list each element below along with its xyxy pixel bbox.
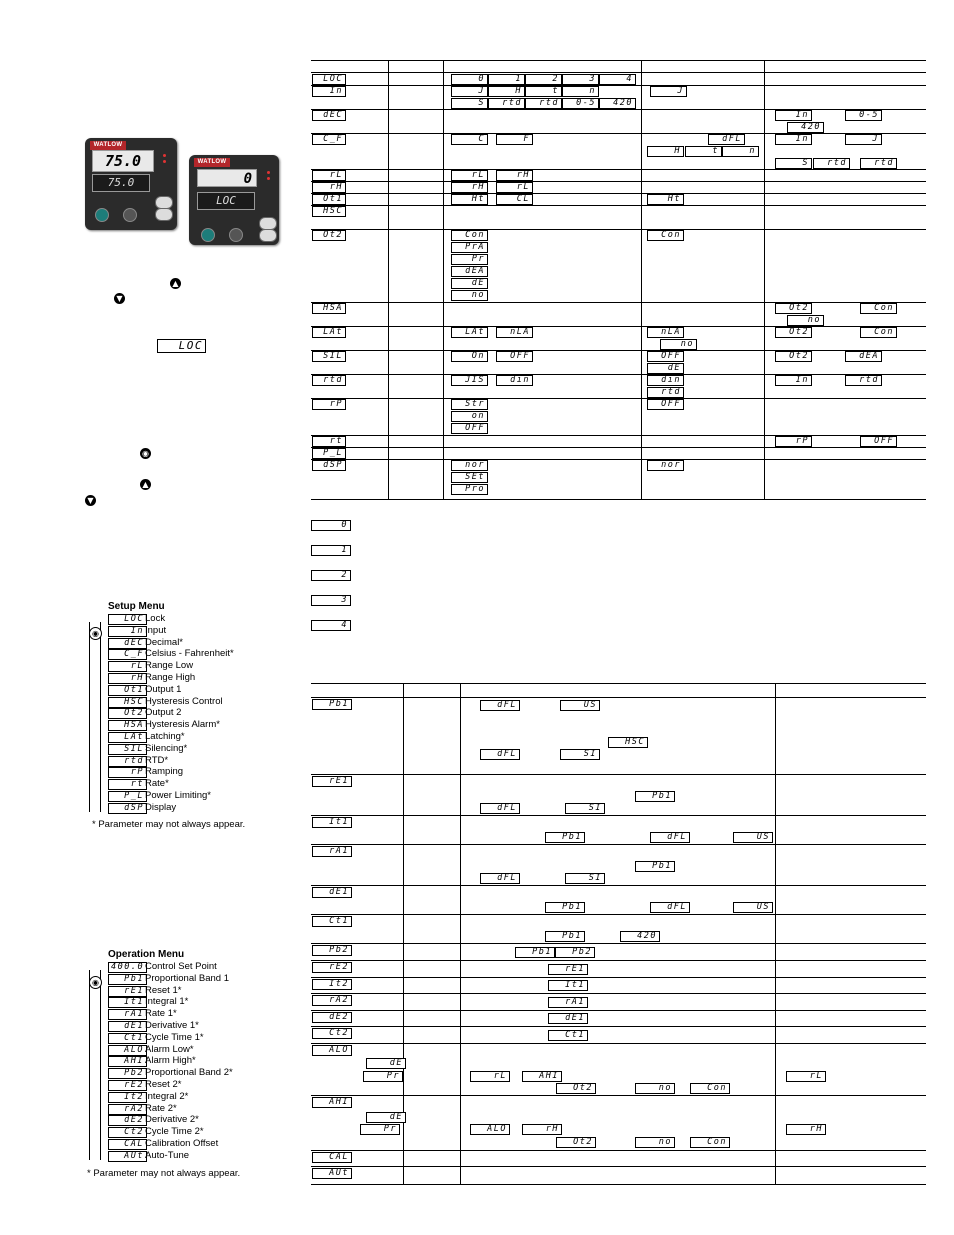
table-rule (311, 229, 926, 230)
table-column-rule (764, 60, 765, 499)
range-value-display: OFF (496, 351, 533, 362)
reference-value-display: dFL (480, 749, 520, 760)
menu-code-display: LOC (108, 614, 147, 625)
table-rule (311, 85, 926, 86)
range-value-display: PrA (451, 242, 488, 253)
condition-value-display: In (775, 375, 812, 386)
lock-parameter-display: LOC (157, 339, 206, 353)
table-rule (311, 844, 926, 845)
alarm-type-display: dE (366, 1058, 406, 1069)
reference-value-display: Ct1 (548, 1030, 588, 1041)
reference-value-display: dFL (480, 700, 520, 711)
range-value-display: CL (496, 194, 533, 205)
range-value-display: LAt (451, 327, 488, 338)
menu-item-label: Input (145, 624, 167, 636)
reference-value-display: rH (522, 1124, 562, 1135)
menu-code-display: SIL (108, 744, 147, 755)
parameter-code-display: Pb2 (312, 945, 352, 956)
reference-value-display: Pb1 (545, 931, 585, 942)
menu-code-display: LAt (108, 732, 147, 743)
reference-value-display: ALO (470, 1124, 510, 1135)
parameter-code-display: rA2 (312, 995, 352, 1006)
controller-right-top-display: 0 (197, 169, 257, 187)
menu-code-display: dE2 (108, 1115, 147, 1126)
menu-item-label: Celsius - Fahrenheit* (145, 648, 234, 660)
range-value-display: 0 (451, 74, 488, 85)
menu-item-label: Lock (145, 613, 166, 624)
parameter-code-display: It1 (312, 817, 352, 828)
led-indicator (163, 160, 166, 163)
menu-code-display: Pb1 (108, 974, 147, 985)
menu-code-display: rL (108, 661, 147, 672)
default-value-display: t (685, 146, 722, 157)
default-value-display: OFF (647, 351, 684, 362)
reference-value-display: Pb1 (635, 861, 675, 872)
up-arrow-icon: ▲ (140, 479, 151, 490)
range-value-display: H (488, 86, 525, 97)
condition-value-display: S (775, 158, 812, 169)
condition-value-display: rL (786, 1071, 826, 1082)
reference-value-display: Ot2 (556, 1083, 596, 1094)
reference-value-display: Pb1 (545, 902, 585, 913)
parameter-code-display: rE2 (312, 962, 352, 973)
menu-code-display: dEC (108, 638, 147, 649)
menu-item-label: Control Set Point (145, 961, 217, 972)
parameter-code-display: C_F (312, 134, 346, 145)
setup-menu-footnote: * Parameter may not always appear. (92, 819, 246, 830)
default-value-display: dFL (708, 134, 745, 145)
reference-value-display: Pb2 (555, 947, 595, 958)
default-value-display: H (647, 146, 684, 157)
condition-value-display: Ot2 (775, 351, 812, 362)
range-value-display: 420 (599, 98, 636, 109)
parameter-code-display: dEC (312, 110, 346, 121)
condition-value-display: rtd (813, 158, 850, 169)
table-column-rule (403, 683, 404, 1184)
parameter-code-display: HSA (312, 303, 346, 314)
mode-key-icon: ◉ (140, 448, 151, 459)
lock-level-display: 2 (311, 570, 351, 581)
menu-loop-line (100, 622, 101, 812)
operation-menu-title: Operation Menu (108, 949, 185, 960)
menu-loop-line (100, 970, 101, 1160)
menu-item-label: Silencing* (145, 742, 188, 754)
range-value-display: J (451, 86, 488, 97)
reference-value-display: dFL (480, 873, 520, 884)
default-value-display: din (647, 375, 684, 386)
menu-item-label: Output 1 (145, 683, 182, 695)
menu-code-display: rE2 (108, 1080, 147, 1091)
menu-item-label: Rate* (145, 778, 169, 790)
menu-code-display: Ot1 (108, 685, 147, 696)
range-value-display: on (451, 411, 488, 422)
parameter-code-display: rA1 (312, 846, 352, 857)
reference-value-display: Con (690, 1083, 730, 1094)
table-rule (311, 1184, 926, 1185)
menu-loop-line (89, 622, 90, 812)
parameter-code-display: dE1 (312, 887, 352, 898)
up-arrow-icon: ▲ (170, 278, 181, 289)
default-value-display: rtd (647, 387, 684, 398)
table-rule (311, 169, 926, 170)
menu-item-label: Derivative 1* (145, 1020, 199, 1031)
reference-value-display: SI (560, 749, 600, 760)
menu-item-label: Calibration Offset (145, 1138, 219, 1149)
menu-item-label: Integral 2* (145, 1090, 189, 1102)
parameter-code-display: ALO (312, 1045, 352, 1056)
menu-item-label: Ramping (145, 766, 184, 778)
table-rule (311, 374, 926, 375)
table-rule (311, 1043, 926, 1044)
menu-code-display: dSP (108, 803, 147, 814)
lock-level-display: 0 (311, 520, 351, 531)
table-rule (311, 435, 926, 436)
range-value-display: C (451, 134, 488, 145)
range-value-display: Pro (451, 484, 488, 495)
menu-item-label: Output 2 (145, 707, 182, 719)
table-rule (311, 993, 926, 994)
menu-item-label: Reset 1* (145, 984, 182, 996)
menu-code-display: HSC (108, 697, 147, 708)
range-value-display: rH (496, 170, 533, 181)
table-rule (311, 1010, 926, 1011)
reference-value-display: no (635, 1083, 675, 1094)
table-rule (311, 914, 926, 915)
default-value-display: n (722, 146, 759, 157)
parameter-code-display: rtd (312, 375, 346, 386)
down-arrow-key[interactable] (259, 229, 277, 242)
condition-value-display: rtd (845, 375, 882, 386)
default-value-display: dE (647, 363, 684, 374)
reference-value-display: AHI (522, 1071, 562, 1082)
table-column-rule (775, 683, 776, 1184)
range-value-display: Ht (451, 194, 488, 205)
mode-key-icon: ◉ (89, 976, 102, 989)
menu-code-display: rH (108, 673, 147, 684)
menu-item-label: Alarm High* (145, 1055, 196, 1067)
table-rule (311, 72, 926, 73)
reference-value-display: US (733, 832, 773, 843)
table-rule (311, 1026, 926, 1027)
menu-code-display: rtd (108, 756, 147, 767)
menu-loop-line (89, 970, 90, 1160)
parameter-code-display: CAL (312, 1152, 352, 1163)
menu-code-display: rE1 (108, 986, 147, 997)
condition-value-display: OFF (860, 436, 897, 447)
reference-value-display: Pb1 (545, 832, 585, 843)
led-indicator (267, 177, 270, 180)
range-value-display: OFF (451, 423, 488, 434)
alarm-type-display: Pr (360, 1124, 400, 1135)
watlow-logo: WATLOW (194, 158, 230, 167)
controller-right-bottom-display: LOC (197, 192, 255, 210)
menu-code-display: Ct1 (108, 1033, 147, 1044)
parameter-code-display: Ot2 (312, 230, 346, 241)
table-rule (311, 109, 926, 110)
condition-value-display: rtd (860, 158, 897, 169)
reference-value-display: rE1 (548, 964, 588, 975)
table-rule (311, 205, 926, 206)
menu-code-display: CAL (108, 1139, 147, 1150)
reference-value-display: dE1 (548, 1013, 588, 1024)
menu-code-display: It2 (108, 1092, 147, 1103)
menu-item-label: Rate 2* (145, 1102, 177, 1114)
parameter-code-display: rE1 (312, 776, 352, 787)
table-rule (311, 459, 926, 460)
range-value-display: 4 (599, 74, 636, 85)
table-column-rule (460, 683, 461, 1184)
parameter-code-display: P_L (312, 448, 346, 459)
menu-code-display: It1 (108, 997, 147, 1008)
menu-code-display: AHI (108, 1056, 147, 1067)
table-rule (311, 326, 926, 327)
infinity-key[interactable] (201, 228, 215, 242)
range-value-display: no (451, 290, 488, 301)
default-value-display: J (650, 86, 687, 97)
parameter-code-display: dSP (312, 460, 346, 471)
table-rule (311, 977, 926, 978)
parameter-code-display: rH (312, 182, 346, 193)
range-value-display: JIS (451, 375, 488, 386)
table-rule (311, 398, 926, 399)
default-value-display: nor (647, 460, 684, 471)
menu-item-label: Integral 1* (145, 996, 189, 1008)
range-value-display: 3 (562, 74, 599, 85)
menu-code-display: rA2 (108, 1104, 147, 1115)
menu-code-display: ALO (108, 1045, 147, 1056)
alarm-type-display: Pr (363, 1071, 403, 1082)
menu-item-label: Hysteresis Alarm* (145, 719, 220, 731)
condition-value-display: 420 (787, 122, 824, 133)
reference-value-display: It1 (548, 980, 588, 991)
default-value-display: OFF (647, 399, 684, 410)
range-value-display: rL (451, 170, 488, 181)
led-indicator (163, 154, 166, 157)
menu-item-label: Cycle Time 1* (145, 1031, 204, 1043)
menu-item-label: RTD* (145, 754, 169, 766)
reference-value-display: Pb1 (635, 791, 675, 802)
reference-value-display: SI (565, 803, 605, 814)
range-value-display: t (525, 86, 562, 97)
parameter-code-display: SIL (312, 351, 346, 362)
alarm-type-display: dE (366, 1112, 406, 1123)
condition-value-display: rH (786, 1124, 826, 1135)
parameter-code-display: LAt (312, 327, 346, 338)
menu-code-display: AUt (108, 1151, 147, 1162)
table-rule (311, 885, 926, 886)
parameter-code-display: Pb1 (312, 699, 352, 710)
menu-code-display: rA1 (108, 1009, 147, 1020)
condition-value-display: rP (775, 436, 812, 447)
reference-value-display: HSC (608, 737, 648, 748)
range-value-display: 2 (525, 74, 562, 85)
parameter-code-display: LOC (312, 74, 346, 85)
range-value-display: Con (451, 230, 488, 241)
default-value-display: nLA (647, 327, 684, 338)
range-value-display: nLA (496, 327, 533, 338)
range-value-display: Pr (451, 254, 488, 265)
parameter-code-display: HSC (312, 206, 346, 217)
menu-item-label: Latching* (145, 731, 185, 742)
lock-level-display: 3 (311, 595, 351, 606)
reference-value-display: dFL (650, 902, 690, 913)
mode-key[interactable] (229, 228, 243, 242)
table-column-rule (641, 60, 642, 499)
reference-value-display: SI (565, 873, 605, 884)
menu-code-display: rt (108, 779, 147, 790)
table-rule (311, 1166, 926, 1167)
condition-value-display: In (775, 110, 812, 121)
parameter-code-display: In (312, 86, 346, 97)
menu-item-label: Range Low (145, 660, 194, 672)
parameter-code-display: It2 (312, 979, 352, 990)
table-rule (311, 774, 926, 775)
controller-left-bottom-display: 75.0 (92, 174, 150, 192)
setup-menu-title: Setup Menu (108, 601, 165, 612)
range-value-display: dEA (451, 266, 488, 277)
range-value-display: 1 (488, 74, 525, 85)
condition-value-display: J (845, 134, 882, 145)
menu-item-label: Proportional Band 2* (145, 1067, 233, 1079)
menu-item-label: Power Limiting* (145, 790, 211, 801)
default-value-display: Ht (647, 194, 684, 205)
operation-menu-footnote: * Parameter may not always appear. (87, 1168, 241, 1179)
menu-item-label: Display (145, 801, 177, 813)
range-value-display: n (562, 86, 599, 97)
table-rule (311, 350, 926, 351)
table-rule (311, 181, 926, 182)
parameter-code-display: rL (312, 170, 346, 181)
led-indicator (267, 171, 270, 174)
controller-front-left (85, 138, 177, 230)
range-value-display: rtd (488, 98, 525, 109)
menu-code-display: Ot2 (108, 708, 147, 719)
reference-value-display: Pb1 (515, 947, 555, 958)
menu-item-label: Reset 2* (145, 1079, 182, 1090)
table-column-rule (388, 60, 389, 499)
controller-left-top-display: 75.0 (92, 150, 154, 172)
range-value-display: rtd (525, 98, 562, 109)
menu-code-display: C_F (108, 649, 147, 660)
reference-value-display: dFL (480, 803, 520, 814)
lock-level-display: 1 (311, 545, 351, 556)
menu-item-label: Alarm Low* (145, 1043, 194, 1055)
default-value-display: no (660, 339, 697, 350)
menu-item-label: Cycle Time 2* (145, 1126, 204, 1138)
mode-key-icon: ◉ (89, 627, 102, 640)
range-value-display: SEt (451, 472, 488, 483)
menu-code-display: Pb2 (108, 1068, 147, 1079)
default-value-display: Con (647, 230, 684, 241)
infinity-key[interactable] (95, 208, 109, 222)
reference-value-display: rL (470, 1071, 510, 1082)
menu-code-display: HSA (108, 720, 147, 731)
reference-value-display: Ot2 (556, 1137, 596, 1148)
parameter-code-display: Ot1 (312, 194, 346, 205)
reference-value-display: Con (690, 1137, 730, 1148)
range-value-display: rH (451, 182, 488, 193)
table-rule (311, 60, 926, 61)
range-value-display: dE (451, 278, 488, 289)
parameter-code-display: AUt (312, 1168, 352, 1179)
parameter-code-display: Ct1 (312, 916, 352, 927)
controller-front-right (189, 155, 279, 245)
menu-item-label: Decimal* (145, 636, 184, 648)
menu-item-label: Proportional Band 1 (145, 972, 229, 984)
menu-item-label: Auto-Tune (145, 1149, 190, 1161)
reference-value-display: no (635, 1137, 675, 1148)
parameter-code-display: dE2 (312, 1012, 352, 1023)
menu-item-label: Hysteresis Control (145, 695, 223, 707)
menu-code-display: 400.0 (108, 962, 147, 973)
condition-value-display: no (787, 315, 824, 326)
table-rule (311, 302, 926, 303)
table-rule (311, 133, 926, 134)
table-column-rule (443, 60, 444, 499)
range-value-display: F (496, 134, 533, 145)
menu-item-label: Derivative 2* (145, 1114, 199, 1126)
menu-code-display: dE1 (108, 1021, 147, 1032)
mode-key[interactable] (123, 208, 137, 222)
reference-value-display: US (733, 902, 773, 913)
reference-value-display: rA1 (548, 997, 588, 1008)
range-value-display: On (451, 351, 488, 362)
down-arrow-icon: ▼ (85, 495, 96, 506)
parameter-code-display: Ct2 (312, 1028, 352, 1039)
table-rule (311, 815, 926, 816)
menu-code-display: Ct2 (108, 1127, 147, 1138)
table-rule (311, 499, 926, 500)
condition-value-display: In (775, 134, 812, 145)
menu-code-display: P_L (108, 791, 147, 802)
condition-value-display: dEA (845, 351, 882, 362)
menu-item-label: Rate 1* (145, 1008, 177, 1020)
condition-value-display: Ot2 (775, 303, 812, 314)
condition-value-display: Con (860, 303, 897, 314)
reference-value-display: 420 (620, 931, 660, 942)
reference-value-display: dFL (650, 832, 690, 843)
condition-value-display: 0-5 (845, 110, 882, 121)
range-value-display: nor (451, 460, 488, 471)
range-value-display: S (451, 98, 488, 109)
table-rule (311, 447, 926, 448)
table-rule (311, 943, 926, 944)
range-value-display: 0-5 (562, 98, 599, 109)
down-arrow-key[interactable] (155, 208, 173, 221)
menu-code-display: In (108, 626, 147, 637)
menu-code-display: rP (108, 767, 147, 778)
reference-value-display: US (560, 700, 600, 711)
table-rule (311, 193, 926, 194)
parameter-code-display: rt (312, 436, 346, 447)
range-value-display: Str (451, 399, 488, 410)
menu-item-label: Range High (145, 672, 196, 683)
condition-value-display: Con (860, 327, 897, 338)
parameter-code-display: rP (312, 399, 346, 410)
watlow-logo: WATLOW (90, 141, 126, 150)
lock-level-display: 4 (311, 620, 351, 631)
table-rule (311, 1095, 926, 1096)
down-arrow-icon: ▼ (114, 293, 125, 304)
table-rule (311, 960, 926, 961)
table-rule (311, 1150, 926, 1151)
parameter-code-display: AHI (312, 1097, 352, 1108)
range-value-display: rL (496, 182, 533, 193)
condition-value-display: Ot2 (775, 327, 812, 338)
range-value-display: din (496, 375, 533, 386)
